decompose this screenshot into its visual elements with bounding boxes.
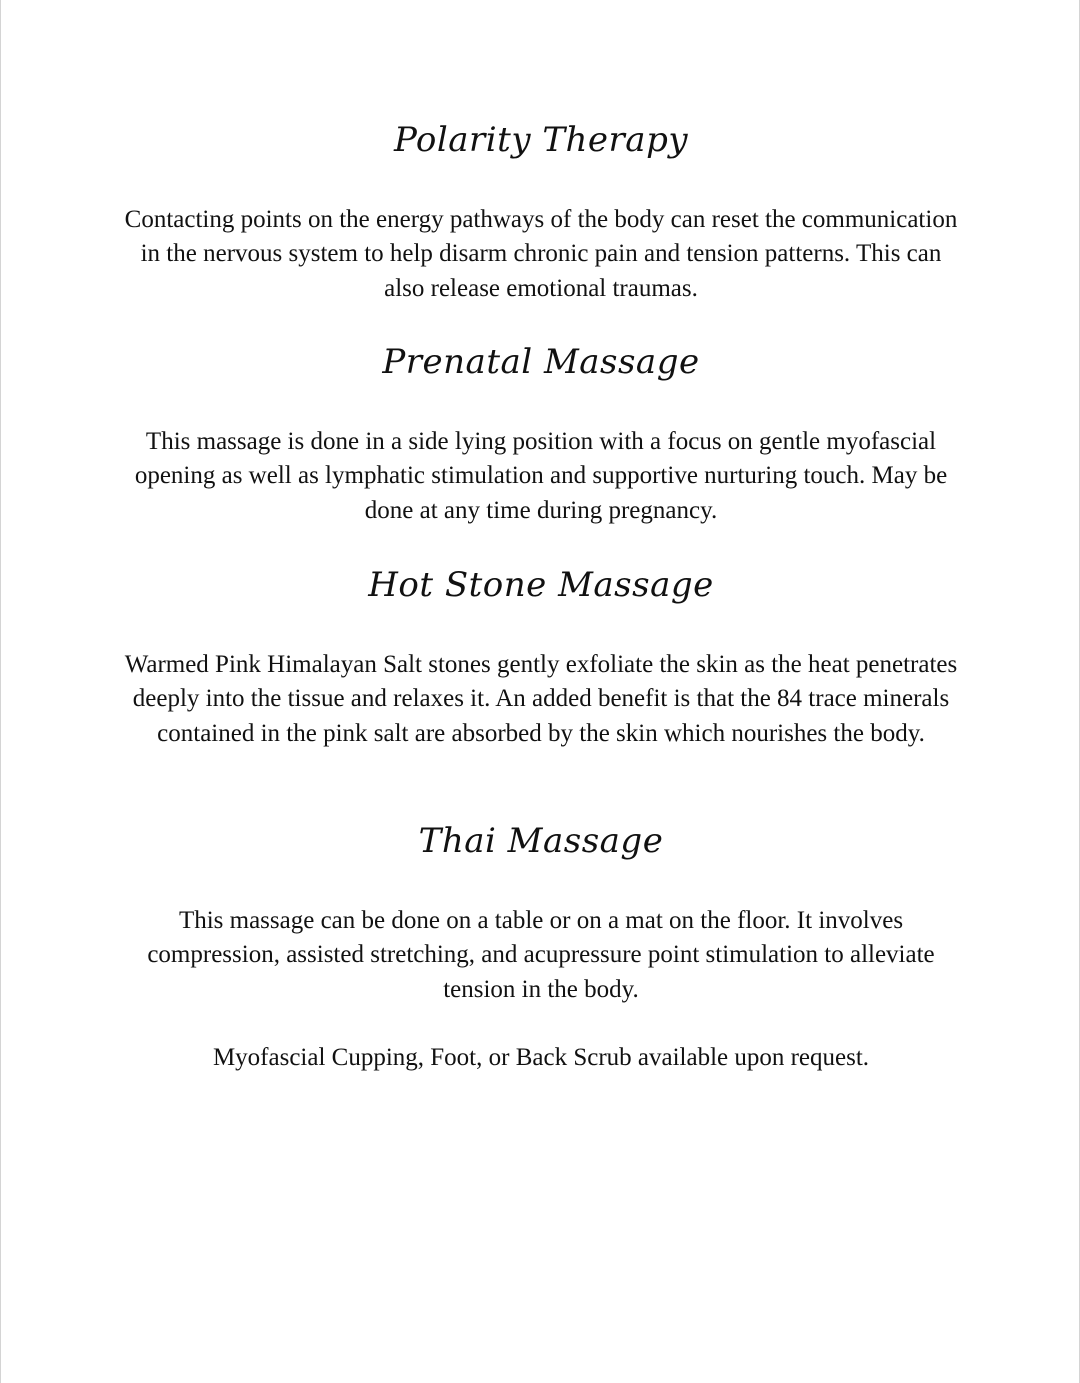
section-body-thai-massage: This massage can be done on a table or on a mat on the floor. It involves compression, assisted stretching, and acupressure point stimulation to alleviate tension in the body. (147, 907, 935, 1003)
section-title-thai-massage: Thai Massage (418, 821, 664, 861)
section-title-hot-stone-massage: Hot Stone Massage (368, 565, 714, 605)
section-body-polarity-therapy: Contacting points on the energy pathways of the body can reset the communication in the nervous system to help disarm chronic pain and tension patterns. This can also release emotional traumas. (124, 206, 958, 302)
section-body-hot-stone-massage: Warmed Pink Himalayan Salt stones gently exfoliate the skin as the heat penetrates deeply into the tissue and relaxes it. An added benefit is that the 84 trace minerals contained in the pink salt are absorbed by the skin which nourishes the body. (124, 651, 958, 747)
section-title-prenatal-massage: Prenatal Massage (382, 342, 700, 382)
section-body-prenatal-massage: This massage is done in a side lying position with a focus on gentle myofascial opening as well as lymphatic stimulation and supportive nurturing touch. May be done at any time during pregnancy. (134, 428, 948, 524)
footer-note: Myofascial Cupping, Foot, or Back Scrub available upon request. (212, 1044, 870, 1071)
section-title-polarity-therapy: Polarity Therapy (393, 120, 689, 160)
